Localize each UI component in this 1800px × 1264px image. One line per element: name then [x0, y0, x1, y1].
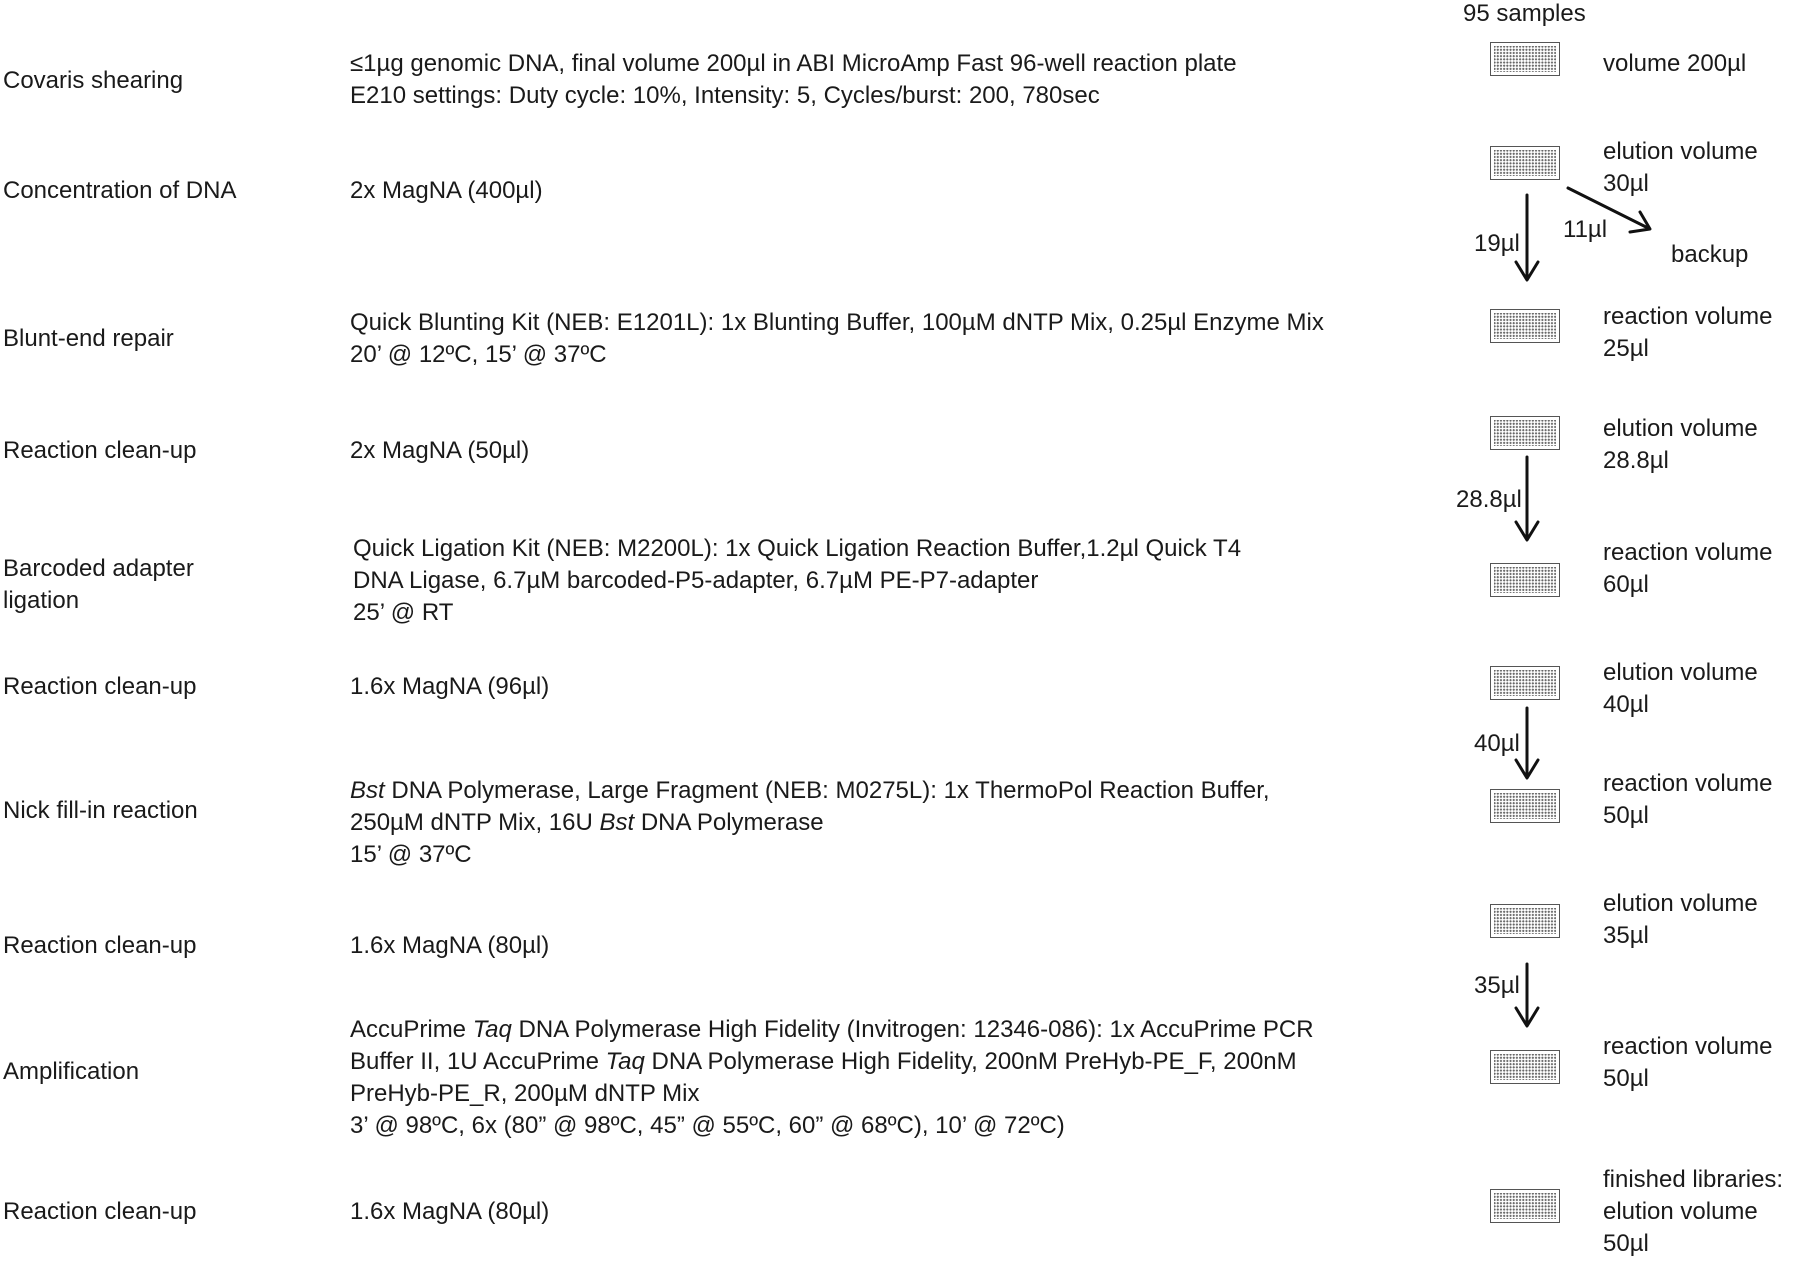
step-description-2: 2x MagNA (400µl): [350, 177, 543, 204]
step-description-7: Bst DNA Polymerase, Large Fragment (NEB: M0275L): 1x ThermoPol Reaction Buffer, 250µM dNTP Mix, 16U Bst DNA Polymerase 15’ @ 37ºC: [350, 777, 1270, 868]
step-description-9: AccuPrime Taq DNA Polymerase High Fidelity (Invitrogen: 12346-086): 1x AccuPrime PCR Buffer II, 1U AccuPrime Taq DNA Polymerase High Fidelity, 200nM PreHyb-PE_F, 200nM PreHyb-PE_R, 200µM dNTP Mix 3’ @ 98ºC, 6x (80” @ 98ºC, 45” @ 55ºC, 60” @ 68ºC), 10’ @ 72ºC): [350, 1016, 1314, 1139]
plate-volume-label: reaction volume 25µl: [1603, 303, 1773, 362]
step-name-8: Reaction clean-up: [3, 932, 197, 959]
step-name-1: Covaris shearing: [3, 67, 184, 94]
step-description-5: Quick Ligation Kit (NEB: M2200L): 1x Quick Ligation Reaction Buffer,1.2µl Quick T4 DNA Ligase, 6.7µM barcoded-P5-adapter, 6.7µM PE-P7-adapter 25’ @ RT: [353, 535, 1242, 626]
step-name-4: Reaction clean-up: [3, 437, 197, 464]
backup-label: backup: [1671, 241, 1749, 268]
step-name-5: Barcoded adapter ligation: [3, 555, 194, 614]
sample-count-label: 95 samples: [1463, 0, 1586, 27]
transfer-label-35ul: 35µl: [1474, 972, 1520, 999]
step-name-6: Reaction clean-up: [3, 673, 197, 700]
step-description-8: 1.6x MagNA (80µl): [350, 932, 550, 959]
transfer-label-19ul: 19µl: [1474, 230, 1520, 257]
step-description-6: 1.6x MagNA (96µl): [350, 673, 550, 700]
transfer-label-11ul: 11µl: [1563, 216, 1608, 243]
step-description-4: 2x MagNA (50µl): [350, 437, 530, 464]
transfer-label-28-8ul: 28.8µl: [1456, 486, 1522, 513]
step-description-3: Quick Blunting Kit (NEB: E1201L): 1x Blunting Buffer, 100µM dNTP Mix, 0.25µl Enzyme Mix 20’ @ 12ºC, 15’ @ 37ºC: [350, 309, 1324, 368]
plate-volume-label: reaction volume 50µl: [1603, 1033, 1773, 1092]
plate-volume-label: finished libraries: elution volume 50µl: [1603, 1166, 1784, 1257]
plate-volume-label: volume 200µl: [1603, 50, 1747, 77]
step-name-7: Nick fill-in reaction: [3, 797, 198, 824]
step-name-10: Reaction clean-up: [3, 1198, 197, 1225]
plate-volume-label: elution volume 30µl: [1603, 138, 1758, 197]
plate-volume-label: elution volume 40µl: [1603, 659, 1758, 718]
step-description-1: ≤1µg genomic DNA, final volume 200µl in ABI MicroAmp Fast 96-well reaction plate E210 settings: Duty cycle: 10%, Intensity: 5, Cycles/burst: 200, 780sec: [350, 50, 1237, 109]
step-name-2: Concentration of DNA: [3, 177, 237, 204]
plate-volume-label: elution volume 28.8µl: [1603, 415, 1758, 474]
plate-volume-label: reaction volume 60µl: [1603, 539, 1773, 598]
transfer-label-40ul: 40µl: [1474, 730, 1520, 757]
plate-volume-label: reaction volume 50µl: [1603, 770, 1773, 829]
plate-volume-label: elution volume 35µl: [1603, 890, 1758, 949]
step-description-10: 1.6x MagNA (80µl): [350, 1198, 550, 1225]
step-name-3: Blunt-end repair: [3, 325, 174, 352]
step-name-9: Amplification: [3, 1058, 140, 1085]
